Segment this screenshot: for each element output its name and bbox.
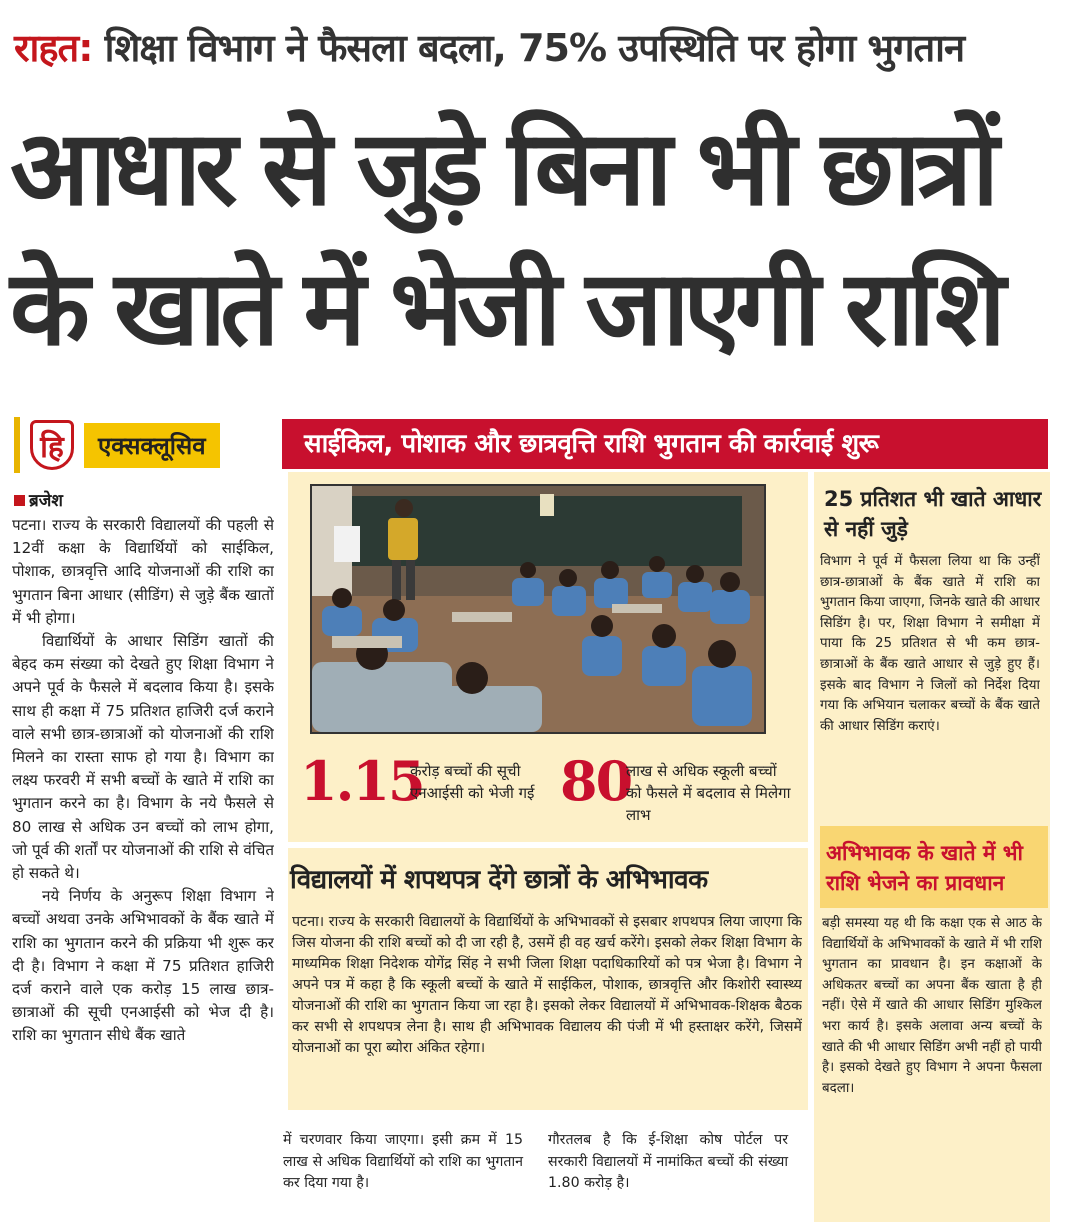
sidebar-2-headline: अभिभावक के खाते में भी राशि भेजने का प्रावधान — [826, 841, 1023, 895]
stat-value-1: 1.15 — [300, 749, 424, 813]
sidebar-1-body — [820, 552, 1040, 822]
headline-line-1: आधार से जुड़े बिना भी छात्रों — [10, 107, 994, 229]
left-column — [12, 514, 274, 1214]
bottom-paragraph-1: में चरणवार किया जाएगा। इसी क्रम में 15 लाख से अधिक विद्यार्थियों को राशि का भुगतान कर दिया गया है। — [283, 1132, 523, 1191]
bottom-column-1 — [283, 1130, 523, 1195]
bottom-paragraph-2: गौरतलब है कि ई-शिक्षा कोष पोर्टल पर सरकारी विद्यालयों में नामांकित बच्चों की संख्या 1.80 करोड़ है। — [548, 1132, 788, 1191]
middle-body — [292, 912, 802, 1108]
stat-text-2: लाख से अधिक स्कूली बच्चों को फैसले में बदलाव से मिलेगा लाभ — [626, 762, 791, 824]
left-paragraph-1: पटना। राज्य के सरकारी विद्यालयों की पहली से 12वीं कक्षा के विद्यार्थियों को साईकिल, पोशाक, छात्रवृत्ति आदि योजनाओं की राशि का भुगतान बिना आधार (सीडिंग) से जुड़े बैंक खातों में भी होगा। — [12, 516, 274, 627]
classroom-photo — [310, 484, 766, 734]
exclusive-tag: एक्सक्लूसिव — [84, 423, 220, 468]
kicker — [14, 20, 1054, 76]
newspaper-logo-icon: हि — [30, 420, 74, 470]
sidebar-2-body — [822, 914, 1042, 1210]
middle-headline: विद्यालयों में शपथपत्र देंगे छात्रों के अभिभावक — [290, 865, 708, 895]
byline — [14, 488, 63, 511]
kicker-text: शिक्षा विभाग ने फैसला बदला, 75% उपस्थिति पर होगा भुगतान — [92, 26, 965, 70]
left-paragraph-2: विद्यार्थियों के आधार सिडिंग खातों की बेहद कम संख्या को देखते हुए शिक्षा विभाग ने अपने पूर्व के फैसले में बदलाव किया है। इसके साथ ही कक्षा में 75 प्रतिशत हाजिरी दर्ज कराने वाले सभी छात्र-छात्राओं को योजनाओं की राशि मिलने का रास्ता साफ हो गया है। विभाग का लक्ष्य फरवरी में सभी बच्चों के खाते में राशि का भुगतान करने का है। विभाग के नये फैसले से 80 लाख से अधिक उन बच्चों को लाभ होगा, जो पूर्व की शर्तों पर योजनाओं की राशि से वंचित हो सकते थे। — [12, 632, 274, 883]
bottom-column-2 — [548, 1130, 788, 1195]
kicker-prefix: राहत: — [14, 26, 93, 70]
sidebar-1-headline: 25 प्रतिशत भी खाते आधार से नहीं जुड़े — [824, 487, 1042, 541]
left-paragraph-3: नये निर्णय के अनुरूप शिक्षा विभाग ने बच्चों अथवा उनके अभिभावकों के बैंक खाते में राशि का भुगतान करने की प्रक्रिया भी शुरू कर दी है। विभाग ने कक्षा में 75 प्रतिशत हाजिरी दर्ज कराने वाले एक करोड़ 15 लाख छात्र-छात्राओं की सूची एनआईसी को भेज दी है। राशि का भुगतान सीधे बैंक खाते — [12, 887, 274, 1045]
classroom-illustration — [312, 486, 764, 732]
byline-square-icon — [14, 495, 25, 506]
exclusive-bar — [14, 417, 278, 473]
byline-author: ब्रजेश — [29, 491, 63, 511]
middle-paragraph: पटना। राज्य के सरकारी विद्यालयों के विद्यार्थियों के अभिभावकों से इसबार शपथपत्र लिया जाएगा कि जिस योजना की राशि बच्चों को दी जा रही है, उसमें ही वह खर्च करेंगे। इसको लेकर शिक्षा विभाग के माध्यमिक शिक्षा निदेशक योगेंद्र सिंह ने सभी जिला शिक्षा पदाधिकारियों को पत्र भेजा है। विभाग ने अपने पत्र में कहा है कि स्कूली बच्चों के खाते में साईकिल, पोशाक, छात्रवृत्ति और किशोरी स्वास्थ्य योजनाओं की राशि का भुगतान किया जा रहा है। इसको लेकर विद्यालयों में अभिभावक-शिक्षक बैठक कर सभी से शपथपत्र लेना है। साथ ही अभिभावक विद्यालय की पंजी में भी हस्ताक्षर करेंगे, जिसमें योजनाओं का पूरा ब्योरा अंकित रहेगा। — [292, 914, 802, 1056]
sidebar-1-paragraph: विभाग ने पूर्व में फैसला लिया था कि उन्हीं छात्र-छात्राओं के बैंक खाते में राशि का भुगतान किया जाएगा, जिनके खाते की आधार सिडिंग है। पर, शिक्षा विभाग ने समीक्षा में पाया कि 25 प्रतिशत से भी कम छात्र-छात्राओं के बैंक खाते आधार से जुड़े हुए हैं। इसके बाद विभाग ने जिलों को निर्देश दिया गया कि अभियान चलाकर बच्चों के बैंक खाते की आधार सिडिंग कराएं। — [820, 554, 1040, 734]
headline-line-2: के खाते में भेजी जाएगी राशि — [10, 247, 1000, 369]
stat-text-1: करोड़ बच्चों की सूची एनआईसी को भेजी गई — [410, 762, 535, 802]
stat-value-2: 80 — [560, 749, 632, 813]
section-banner: साईकिल, पोशाक और छात्रवृत्ति राशि भुगतान की कार्रवाई शुरू — [282, 419, 1048, 469]
sidebar-2-paragraph: बड़ी समस्या यह थी कि कक्षा एक से आठ के विद्यार्थियों के अभिभावकों के खाते में भी राशि भुगतान का प्रावधान है। इन कक्षाओं के अधिकतर बच्चों का अपना बैंक खाता है ही नहीं। ऐसे में खाते की आधार सिडिंग मुश्किल भरा कार्य है। इसके अलावा अन्य बच्चों के खाते की भी आधार सिडिंग अभी नहीं हो पायी है। इसको देखते हुए विभाग ने अपना फैसला बदला। — [822, 916, 1042, 1096]
